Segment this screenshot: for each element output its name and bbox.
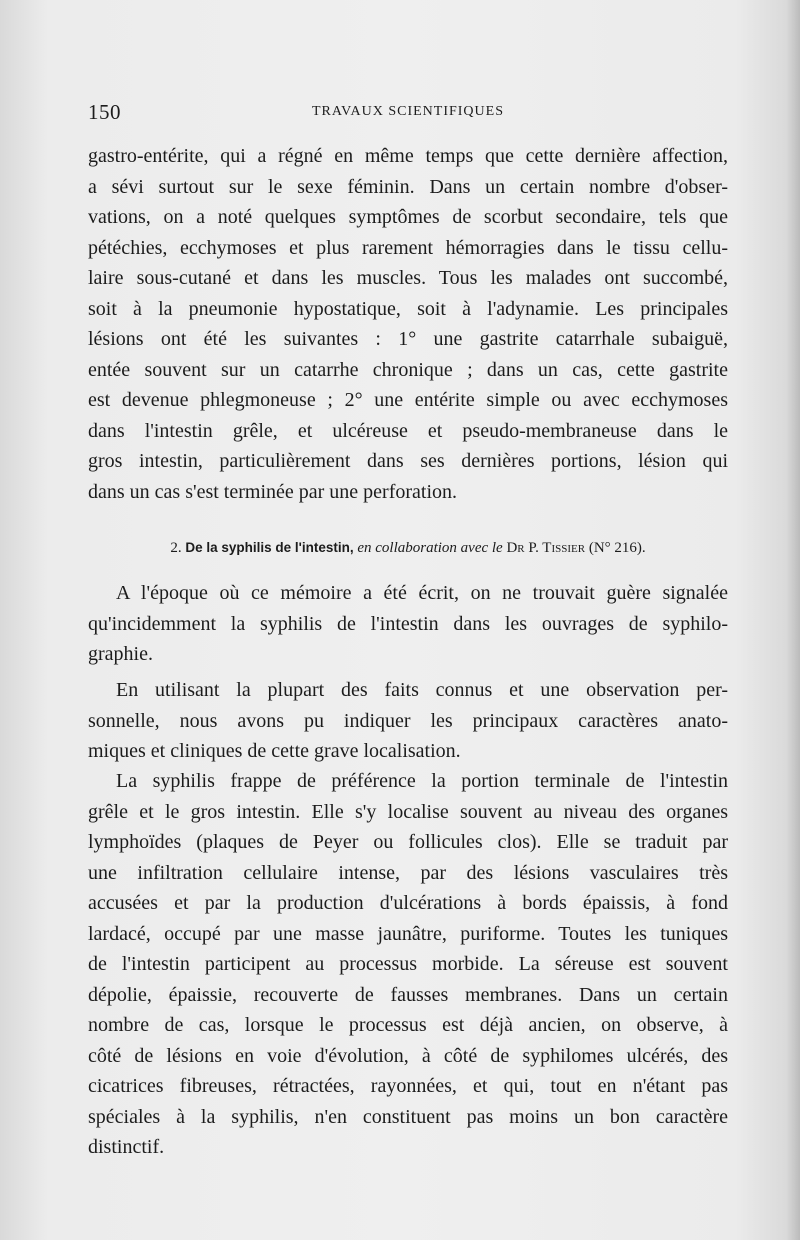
page-edge-shadow: [786, 0, 800, 1240]
section-reference: (N° 216).: [588, 540, 646, 556]
text-line: gastro-entérite, qui a régné en même temps que cette dernière affection,: [88, 145, 728, 167]
text-line: En utilisant la plupart des faits connus et une observation per-: [116, 679, 728, 701]
text-line: pétéchies, ecchymoses et plus rarement hémorragies dans le tissu cellu-: [88, 236, 728, 259]
text-line: lymphoïdes (plaques de Peyer ou follicules clos). Elle se traduit par: [88, 831, 728, 853]
text-line: est devenue phlegmoneuse ; 2° une entérite simple ou avec ecchymoses: [88, 389, 728, 411]
text-line: soit à la pneumonie hypostatique, soit à l'adynamie. Les principales: [88, 297, 728, 320]
text-line: laire sous-cutané et dans les muscles. Tous les malades ont succombé,: [88, 267, 728, 289]
text-line: distinctif.: [88, 1136, 165, 1158]
text-line: miques et cliniques de cette grave localisation.: [88, 740, 461, 762]
section-heading: [88, 540, 728, 566]
text-line: sonnelle, nous avons pu indiquer les principaux caractères anato-: [88, 709, 728, 732]
paragraph-historique: [88, 578, 728, 670]
paragraph-methode: [88, 675, 728, 767]
text-line: dans l'intestin grêle, et ulcéreuse et pseudo-membraneuse dans le: [88, 419, 728, 442]
text-line: A l'époque où ce mémoire a été écrit, on ne trouvait guère signalée: [116, 582, 728, 604]
page-number: 150: [88, 100, 121, 124]
section-collaboration: en collaboration avec le: [357, 540, 503, 556]
text-line: une infiltration cellulaire intense, par des lésions vasculaires très: [88, 861, 728, 884]
text-line: La syphilis frappe de préférence la portion terminale de l'intestin: [116, 770, 728, 792]
text-line: côté de lésions en voie d'évolution, à côté de syphilomes ulcérés, des: [88, 1044, 728, 1067]
text-line: vations, on a noté quelques symptômes de scorbut secondaire, tels que: [88, 206, 728, 228]
section-title: De la syphilis de l'intestin,: [185, 540, 354, 555]
paragraph-lesions: [88, 766, 728, 1163]
text-line: qu'incidemment la syphilis de l'intestin dans les ouvrages de syphilo-: [88, 612, 728, 635]
text-line: accusées et par la production d'ulcérations à bords épaissis, à fond: [88, 892, 728, 914]
paragraph-gastro-enterite: [88, 141, 728, 507]
text-line: a sévi surtout sur le sexe féminin. Dans un certain nombre d'obser-: [88, 175, 728, 198]
text-line: nombre de cas, lorsque le processus est déjà ancien, on observe, à: [88, 1014, 728, 1036]
text-line: grêle et le gros intestin. Elle s'y localise souvent au niveau des organes: [88, 800, 728, 823]
text-line: lésions ont été les suivantes : 1° une gastrite catarrhale subaiguë,: [88, 328, 728, 350]
text-line: dépolie, épaissie, recouverte de fausses membranes. Dans un certain: [88, 983, 728, 1006]
running-title: TRAVAUX SCIENTIFIQUES: [311, 104, 504, 119]
text-line: gros intestin, particulièrement dans ses dernières portions, lésion qui: [88, 450, 728, 472]
running-head: [88, 100, 728, 126]
section-number: 2.: [170, 540, 182, 556]
text-line: entée souvent sur un catarrhe chronique ; dans un cas, cette gastrite: [88, 358, 728, 381]
text-line: dans un cas s'est terminée par une perforation.: [88, 480, 458, 503]
section-author: Dr P. Tissier: [506, 540, 586, 556]
text-line: de l'intestin participent au processus morbide. La séreuse est souvent: [88, 953, 728, 975]
text-line: cicatrices fibreuses, rétractées, rayonnées, et qui, tout en n'étant pas: [88, 1075, 728, 1097]
text-line: graphie.: [88, 643, 153, 665]
text-line: spéciales à la syphilis, n'en constituent pas moins un bon caractère: [88, 1105, 728, 1128]
text-line: lardacé, occupé par une masse jaunâtre, puriforme. Toutes les tuniques: [88, 922, 728, 945]
